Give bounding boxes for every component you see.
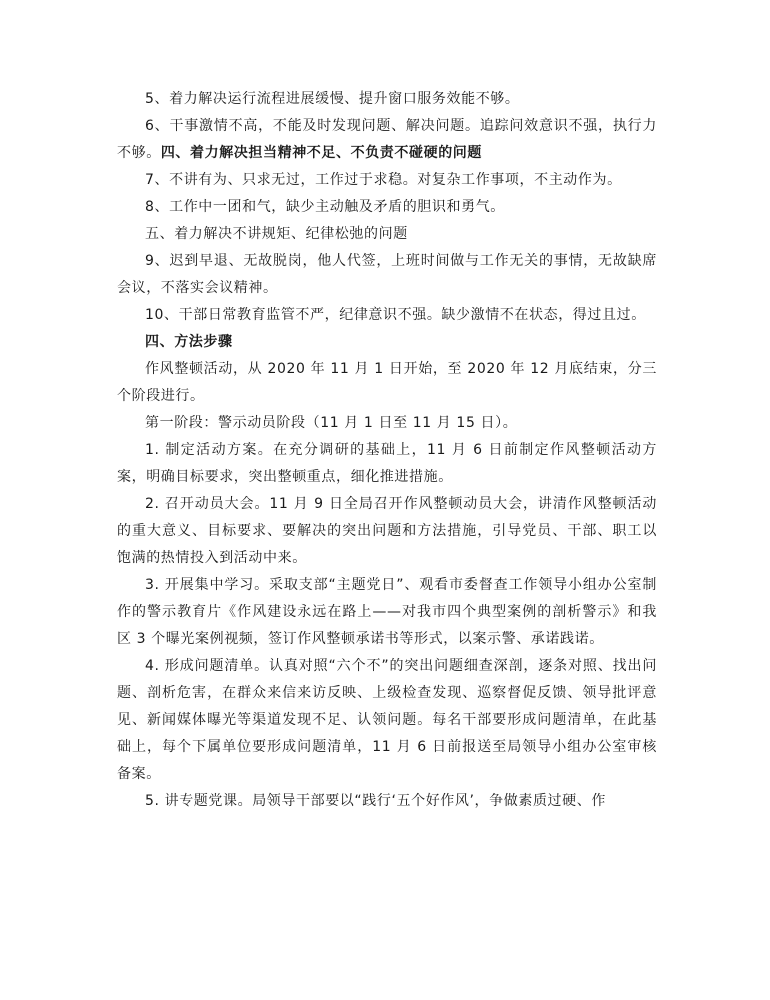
document-body (117, 86, 657, 815)
step-3: 3. 开展集中学习。采取支部“主题党日”、观看市委督查工作领导小组办公室制作的警示教育片《作风建设永远在路上——对我市四个典型案例的剖析警示》和我区 3 个曝光案例视频，签订作风整顿承诺书等形式，以案示警、承诺践诺。 (117, 577, 657, 647)
paragraph-10: 10、干部日常教育监管不严，纪律意识不强。缺少激情不在状态，得过且过。 (145, 307, 646, 323)
paragraph-5: 5、着力解决运行流程进展缓慢、提升窗口服务效能不够。 (145, 91, 520, 107)
step-5: 5. 讲专题党课。局领导干部要以“践行‘五个好作风’，争做素质过硬、作 (145, 793, 606, 809)
paragraph-6 (117, 113, 657, 167)
section-heading-5: 五、着力解决不讲规矩、纪律松弛的问题 (145, 226, 408, 242)
step-4: 4. 形成问题清单。认真对照“六个不”的突出问题细查深剖，逐条对照、找出问题、剖析危害，在群众来信来访反映、上级检查发现、巡察督促反馈、领导批评意见、新闻媒体曝光等渠道发现不足、认领问题。每名干部要形成问题清单，在此基础上，每个下属单位要形成问题清单，11 月 6 日前报送至局领导小组办公室审核备案。 (117, 658, 657, 782)
paragraph-8: 8、工作中一团和气，缺少主动触及矛盾的胆识和勇气。 (145, 199, 505, 215)
paragraph-7: 7、不讲有为、只求无过，工作过于求稳。对复杂工作事项，不主动作为。 (145, 172, 622, 188)
section-heading-method: 四、方法步骤 (145, 334, 233, 350)
paragraph-intro: 作风整顿活动，从 2020 年 11 月 1 日开始，至 2020 年 12 月底结束，分三个阶段进行。 (117, 361, 657, 404)
paragraph-6-text: 6、干事激情不高，不能及时发现问题、解决问题。追踪问效意识不强，执行力不够。 (117, 118, 657, 161)
stage-one-heading: 第一阶段：警示动员阶段（11 月 1 日至 11 月 15 日）。 (145, 415, 518, 431)
step-2: 2. 召开动员大会。11 月 9 日全局召开作风整顿动员大会，讲清作风整顿活动的重大意义、目标要求、要解决的突出问题和方法措施，引导党员、干部、职工以饱满的热情投入到活动中来。 (117, 496, 657, 566)
step-1: 1. 制定活动方案。在充分调研的基础上，11 月 6 日前制定作风整顿活动方案，明确目标要求，突出整顿重点，细化推进措施。 (117, 442, 657, 485)
section-heading-4: 四、着力解决担当精神不足、不负责不碰硬的问题 (160, 145, 483, 161)
paragraph-9: 9、迟到早退、无故脱岗，他人代签，上班时间做与工作无关的事情，无故缺席会议，不落实会议精神。 (117, 253, 657, 296)
